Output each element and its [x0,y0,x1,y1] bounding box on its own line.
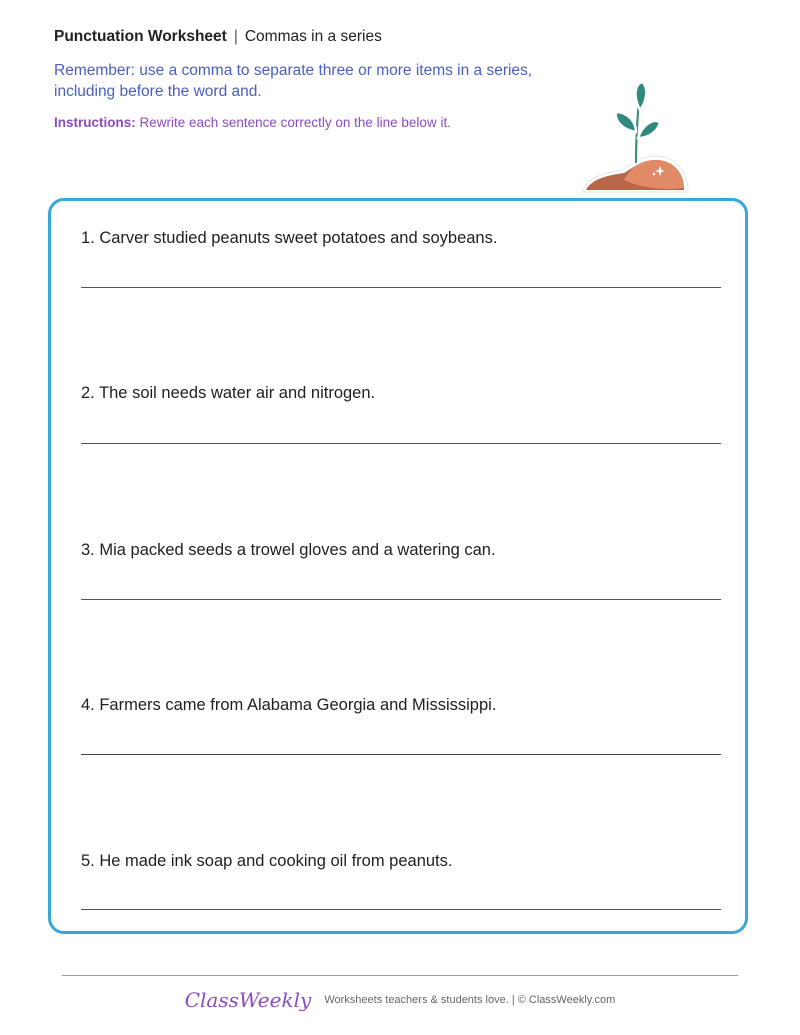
answer-line[interactable] [81,909,721,910]
answer-line[interactable] [81,599,721,600]
exercise-item [81,384,721,403]
instructions-text: Rewrite each sentence correctly on the line below it. [139,115,451,130]
exercise-sentence: 5. He made ink soap and cooking oil from peanuts. [81,852,453,870]
footer-divider [62,975,738,976]
instructions [54,115,451,130]
classweekly-logo: ClassWeekly [184,988,312,1012]
exercise-box [48,198,748,934]
sprout-illustration-icon [580,80,690,195]
worksheet-header [54,28,382,46]
exercise-item [81,852,721,871]
header-separator: | [233,28,238,45]
footer-tagline: Worksheets teachers & students love. | © ClassWeekly.com [324,994,616,1006]
exercise-item [81,229,721,248]
exercise-item [81,696,721,715]
worksheet-subtitle: Commas in a series [244,28,382,45]
exercise-sentence: 1. Carver studied peanuts sweet potatoes and soybeans. [81,229,498,247]
exercise-item [81,541,721,560]
worksheet-title: Punctuation Worksheet [54,28,227,45]
remember-note: Remember: use a comma to separate three or more items in a series, including before the word and. [54,62,533,100]
instructions-label: Instructions: [54,115,136,130]
answer-line[interactable] [81,754,721,755]
answer-line[interactable] [81,287,721,288]
exercise-sentence: 3. Mia packed seeds a trowel gloves and a watering can. [81,541,496,559]
exercise-sentence: 2. The soil needs water air and nitrogen. [81,384,376,402]
footer [0,988,800,1012]
exercise-sentence: 4. Farmers came from Alabama Georgia and Mississippi. [81,696,497,714]
answer-line[interactable] [81,443,721,444]
